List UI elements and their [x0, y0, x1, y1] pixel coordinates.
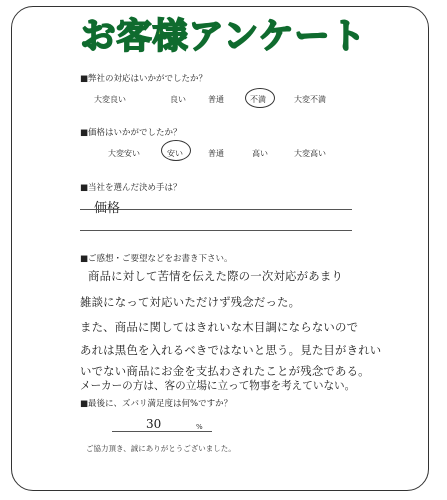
option-service-very-unsatisfied[interactable]: 大変不満: [294, 95, 326, 104]
option-service-good[interactable]: 良い: [170, 95, 186, 104]
reason-answer: 価格: [94, 201, 121, 216]
option-service-very-good[interactable]: 大変良い: [94, 95, 126, 104]
survey-title: お客様アンケート: [80, 17, 367, 57]
option-price-very-expensive[interactable]: 大変高い: [294, 149, 326, 158]
comment-line: あれは黒色を入れるべきではないと思う。見た目がきれい: [80, 343, 382, 357]
percent-unit: %: [196, 423, 203, 431]
comment-line: また、商品に関してはきれいな木目調にならないので: [80, 320, 359, 334]
answer-line: [80, 230, 352, 231]
option-service-unsatisfied[interactable]: 不満: [250, 95, 266, 104]
answer-line: [80, 209, 352, 210]
option-service-normal[interactable]: 普通: [208, 95, 224, 104]
question-satisfaction-label: ■最後に、ズバリ満足度は何%ですか？: [80, 399, 233, 409]
option-price-normal[interactable]: 普通: [208, 149, 224, 158]
comment-line: いでない商品にお金を支払わされたことが残念である。: [80, 364, 370, 378]
satisfaction-line: [112, 431, 212, 432]
question-price-label: ■価格はいかがでしたか？: [80, 128, 182, 138]
option-price-cheap[interactable]: 安い: [167, 149, 183, 158]
question-service-label: ■弊社の対応はいかがでしたか？: [80, 74, 208, 84]
survey-form: [11, 6, 429, 491]
thank-you-note: ご協力頂き、誠にありがとうございました。: [86, 444, 236, 453]
option-price-very-cheap[interactable]: 大変安い: [108, 149, 140, 158]
option-price-expensive[interactable]: 高い: [252, 149, 268, 158]
question-reason-label: ■当社を選んだ決め手は？: [80, 183, 182, 193]
question-comments-label: ■ご感想・ご要望などをお書き下さい。: [80, 254, 233, 264]
comment-line: 雑談になって対応いただけず残念だった。: [80, 295, 301, 309]
comment-line: メーカーの方は、客の立場に立って物事を考えていない。: [80, 380, 356, 392]
comment-line: 商品に対して苦情を伝えた際の一次対応があまり: [88, 269, 343, 283]
satisfaction-answer: 30: [146, 417, 162, 431]
